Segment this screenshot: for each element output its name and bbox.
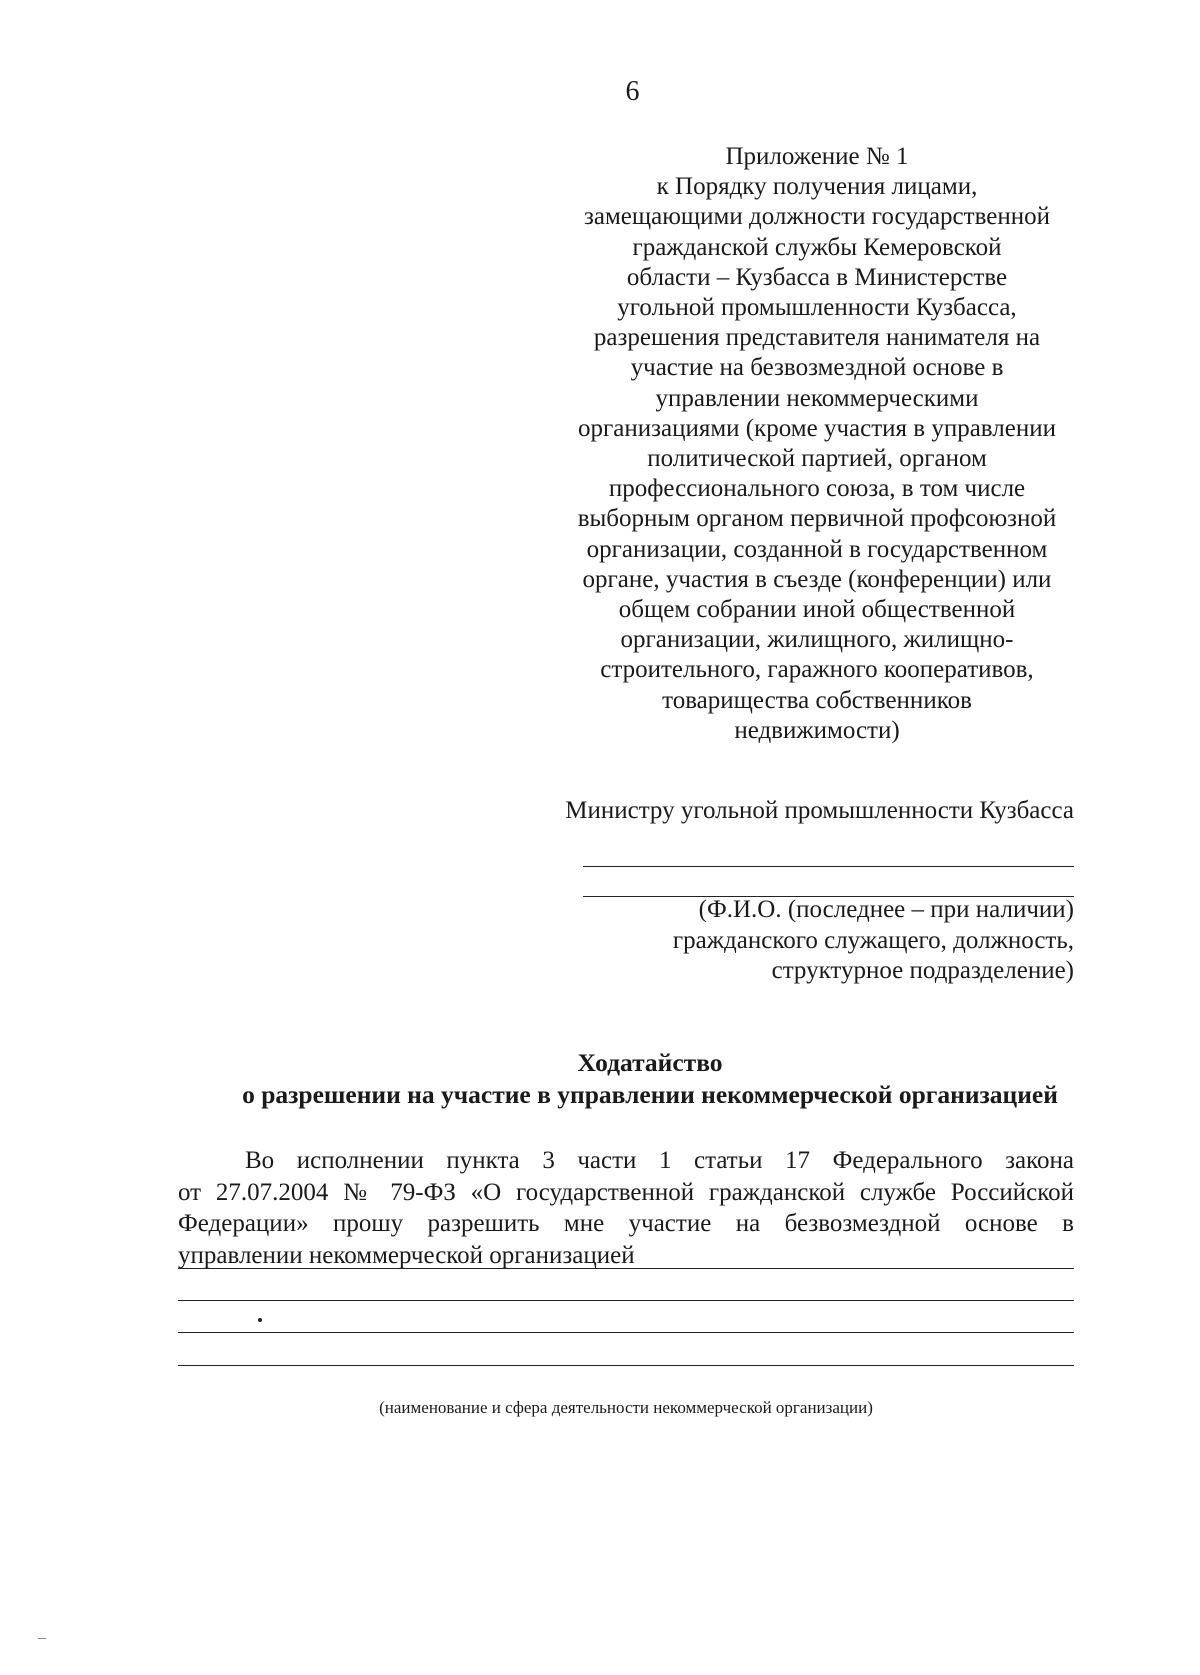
blank-fill-line [178,1332,1074,1333]
annex-line: области – Кузбасса в Министерстве [626,263,1008,291]
blank-fill-line [178,1365,1074,1366]
page-number: 6 [625,76,640,107]
addressee-line: Министру угольной промышленности Кузбасса [565,797,1074,824]
body-line: от 27.07.2004 № 79-ФЗ «О государственной гражданской службе Российской [178,1178,1074,1206]
annex-line: Приложение № 1 [725,143,909,170]
addressee-blank-line [583,866,1074,867]
annex-line: участие на безвозмездной основе в [630,354,1004,382]
title-line: Ходатайство [577,1048,723,1077]
document-title [150,1047,1150,1111]
annex-line: товарищества собственников [662,686,972,714]
annex-line: органе, участия в съезде (конференции) или [582,565,1052,593]
annex-line: управлении некоммерческими [655,384,979,412]
annex-line: гражданской службы Кемеровской [632,233,1002,261]
annex-line: общем собрании иной общественной [618,596,1016,624]
body-line: управлении некоммерческой организацией [178,1241,635,1269]
annex-line: политической партией, органом [647,445,987,473]
annex-line: замещающими должности государственной [584,203,1050,231]
annex-line: организации, созданной в государственном [586,535,1048,563]
body-line: Федерации» прошу разрешить мне участие на безвозмездной основе в [178,1210,1074,1237]
body-line: Во исполнении пункта 3 части 1 статьи 17 Федерального закона [245,1147,1074,1174]
annex-line: организациями (кроме участия в управлении [578,414,1056,442]
petition-body [178,1145,1074,1271]
annex-line: выборным органом первичной профсоюзной [577,505,1057,533]
annex-line: организации, жилищного, жилищно- [620,626,1014,654]
fio-hint-line: гражданского служащего, должность, [672,926,1074,954]
annex-heading [560,142,1074,746]
fio-hint [600,895,1074,987]
blank-fill-line [178,1300,1074,1301]
annex-line: к Порядку получения лицами, [656,173,978,201]
organization-caption: (наименование и сфера деятельности некоммерческой организации) [379,1398,873,1417]
blank-fill-line [178,1268,1074,1269]
annex-line: профессионального союза, в том числе [608,475,1026,503]
fio-hint-line: структурное подразделение) [771,957,1074,984]
annex-line: угольной промышленности Кузбасса, [617,294,1017,322]
annex-line: разрешения представителя нанимателя на [593,324,1041,352]
fio-hint-line: (Ф.И.О. (последнее – при наличии) [698,896,1074,923]
subtitle-line: о разрешении на участие в управлении некоммерческой организацией [242,1080,1058,1109]
scan-mark [38,1638,46,1639]
annex-line: недвижимости) [734,716,900,744]
annex-line: строительного, гаражного кооперативов, [600,656,1034,684]
ink-dot [258,1318,262,1322]
